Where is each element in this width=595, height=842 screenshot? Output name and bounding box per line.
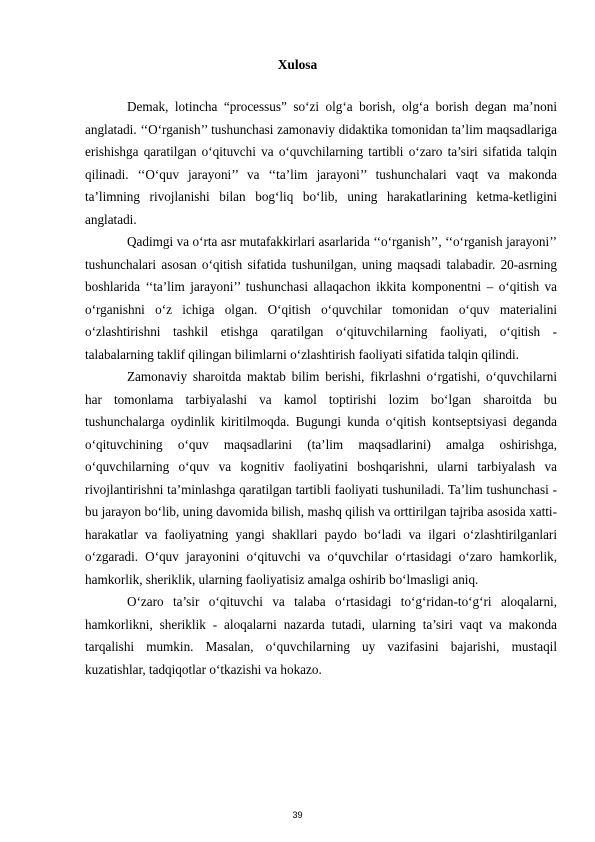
page-number: 39 — [292, 810, 303, 820]
paragraph-4: O‘zaro ta’sir o‘qituvchi va talaba o‘rtasidagi to‘g‘ridan-to‘g‘ri aloqalarni, hamkorlikni, sheriklik - aloqalarni nazarda tutadi, ularning ta’siri vaqt va makonda tarqalishi mumkin. Masalan, o‘quvchilarning uy vazifasini bajarishi, mustaqil kuzatishlar, tadqiqotlar o‘tkazishi va hokazo. — [85, 594, 557, 677]
paragraph-2: Qadimgi va o‘rta asr mutafakkirlari asarlarida ‘‘o‘rganish’’, ‘‘o‘rganish jarayoni’’ tushunchalari asosan o‘qitish sifatida tushunilgan, uning maqsadi talabadir. 20-asrning boshlarida ‘‘ta’lim jarayoni’’ tushunchasi allaqachon ikkita komponentni – o‘qitish va o‘rganishni o‘z ichiga olgan. O‘qitish o‘quvchilar tomonidan o‘quv materialini o‘zlashtirishni tashkil etishga qaratilgan o‘qituvchilarning faoliyati, o‘qitish - talabalarning taklif qilingan bilimlarni o‘zlashtirish faoliyati sifatida talqin qilindi. — [85, 234, 557, 362]
page-title: Xulosa — [277, 57, 318, 72]
document-body — [85, 96, 557, 681]
paragraph-1: Demak, lotincha “processus” so‘zi olg‘a borish, olg‘a borish degan ma’noni anglatadi. ‘‘O‘rganish’’ tushunchasi zamonaviy didaktika tomonidan ta’lim maqsadlariga erishishga qaratilgan o‘qituvchi va o‘quvchilarning tartibli o‘zaro ta’siri sifatida talqin qilinadi. ‘‘O‘quv jarayoni’’ va ‘‘ta’lim jarayoni’’ tushunchalari vaqt va makonda ta’limning rivojlanishi bilan bog‘liq bo‘lib, uning harakatlarining ketma-ketligini anglatadi. — [85, 99, 557, 227]
paragraph-3: Zamonaviy sharoitda maktab bilim berishi, fikrlashni o‘rgatishi, o‘quvchilarni har tomonlama tarbiyalashi va kamol toptirishi lozim bo‘lgan sharoitda bu tushunchalarga oydinlik kiritilmoqda. Bugungi kunda o‘qitish kontseptsiyasi deganda o‘qituvchining o‘quv maqsadlarini (ta’lim maqsadlarini) amalga oshirishga, o‘quvchilarning o‘quv va kognitiv faoliyatini boshqarishni, ularni tarbiyalash va rivojlantirishni ta’minlashga qaratilgan tartibli faoliyati tushuniladi. Ta’lim tushunchasi - bu jarayon bo‘lib, uning davomida bilish, mashq qilish va orttirilgan tajriba asosida xatti-harakatlar va faoliyatning yangi shakllari paydo bo‘ladi va ilgari o‘zlashtirilganlari o‘zgaradi. O‘quv jarayonini o‘qituvchi va o‘quvchilar o‘rtasidagi o‘zaro hamkorlik, hamkorlik, sheriklik, ularning faoliyatisiz amalga oshirib bo‘lmasligi aniq. — [85, 369, 557, 587]
